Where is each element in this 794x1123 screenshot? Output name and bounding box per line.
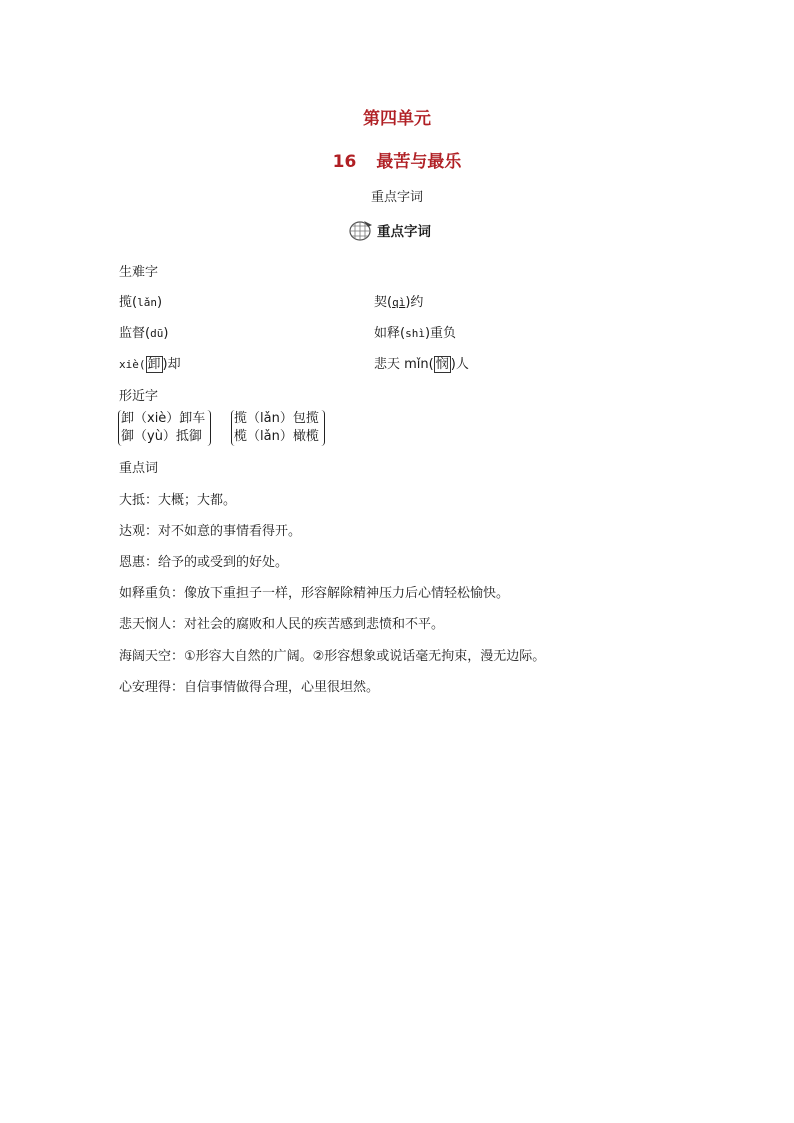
similar-char-line: 卸（xiè）卸车: [121, 411, 206, 426]
unit-title: 第四单元: [363, 109, 431, 129]
hard-char-item: 如释(shì)重负: [374, 326, 457, 341]
similar-char-line: 揽（lǎn）包揽: [234, 411, 319, 426]
definition-item: 大抵：大概；大都。: [119, 493, 237, 508]
similar-char-group: [231, 410, 325, 446]
hard-char-item: 契(qì)约: [374, 295, 424, 310]
similar-char-group: [118, 410, 211, 446]
section-hard-chars: 生难字: [119, 265, 159, 280]
definition-item: 如释重负：像放下重担子一样，形容解除精神压力后心情轻松愉快。: [119, 586, 510, 601]
section-badge: [348, 218, 431, 242]
definition-item: 达观：对不如意的事情看得开。: [119, 524, 302, 539]
definition-item: 恩惠：给予的或受到的好处。: [119, 555, 289, 570]
hard-char-item: xiè( 卸 )却: [119, 357, 181, 372]
lesson-title: [0, 147, 794, 172]
globe-grid-icon: [348, 219, 374, 241]
definition-item: 海阔天空：①形容大自然的广阔。②形容想象或说话毫无拘束，漫无边际。: [119, 649, 546, 664]
page-subtitle: 重点字词: [370, 190, 423, 205]
section-similar-chars: 形近字: [119, 389, 159, 404]
section-key-words: 重点词: [119, 461, 159, 476]
badge-label: 重点字词: [377, 224, 431, 240]
similar-char-line: 榄（lǎn）橄榄: [234, 429, 319, 444]
hard-char-item: 监督(dū): [119, 326, 169, 341]
lesson-number: 16: [332, 152, 357, 172]
lesson-name: 最苦与最乐: [376, 152, 462, 172]
hard-char-item: 揽(lǎn): [119, 295, 163, 310]
hard-char-item: 悲天 mǐn( 悯 )人: [374, 357, 469, 372]
similar-char-line: 御（yù）抵御: [121, 429, 202, 444]
definition-item: 悲天悯人：对社会的腐败和人民的疾苦感到悲愤和不平。: [119, 617, 445, 632]
definition-item: 心安理得：自信事情做得合理，心里很坦然。: [119, 680, 380, 695]
